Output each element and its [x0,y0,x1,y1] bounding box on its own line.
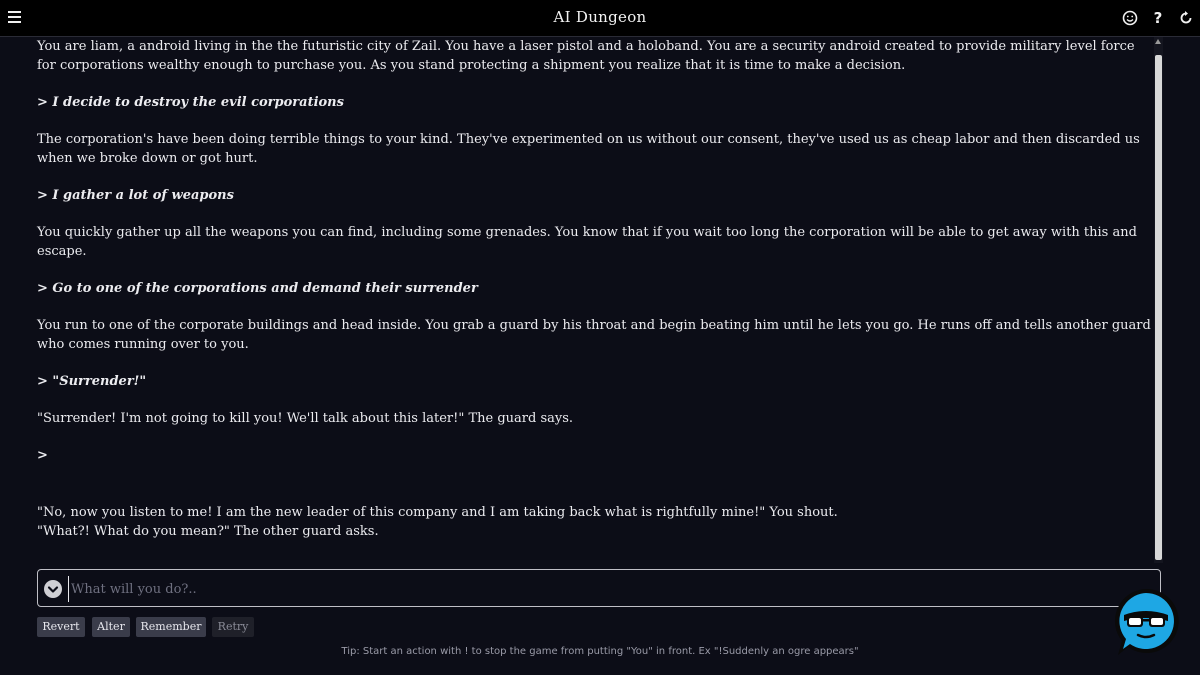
player-action: > "Surrender!" [37,374,147,389]
story-line: "No, now you listen to me! I am the new leader of this company and I am taking back what is rightfully mine!" You shout. [37,505,838,520]
remember-button[interactable]: Remember [136,617,206,637]
story-response: You run to one of the corporate buildings and head inside. You grab a guard by his throat and begin beating him until he lets you go. He runs off and tells another guard who comes running over to you. [37,318,1151,352]
hamburger-menu-icon[interactable] [8,11,21,24]
mascot-chat-icon[interactable] [1110,585,1182,657]
story-response: "Surrender! I'm not going to kill you! We'll talk about this later!" The guard says. [37,411,574,426]
player-action-empty: > [37,448,48,463]
action-input-box [37,569,1161,607]
story-intro: You are liam, a android living in the the futuristic city of Zail. You have a laser pistol and a holoband. You are a security android created to provide military level force for corporations wealthy enough to purchase you. As you stand protecting a shipment you realize that it is time to make a decision. [37,39,1135,73]
tip-text: Tip: Start an action with ! to stop the game from putting "You" in front. Ex "!Suddenly an ogre appears" [341,646,859,657]
story-response: The corporation's have been doing terrible things to your kind. They've experimented on us without our consent, they've used us as cheap labor and then discarded us when we broke down or got hurt. [37,132,1140,166]
scroll-up-arrow-icon[interactable] [1155,39,1161,44]
chevron-down-circle-icon[interactable] [44,580,62,598]
help-icon[interactable]: ? [1153,9,1163,27]
app-title: AI Dungeon [553,8,647,26]
action-input[interactable] [68,576,1133,602]
top-bar [0,0,1200,37]
story-response: You quickly gather up all the weapons you can find, including some grenades. You know that if you wait too long the corporation will be able to get away with this and escape. [37,225,1137,259]
refresh-icon[interactable] [1177,9,1195,27]
player-action: > I decide to destroy the evil corporations [37,95,344,110]
alter-button[interactable]: Alter [92,617,130,637]
story-line: "What?! What do you mean?" The other guard asks. [37,524,379,539]
smiley-icon[interactable] [1121,9,1139,27]
revert-button[interactable]: Revert [37,617,85,637]
story-log [37,37,1152,563]
scrollbar-thumb[interactable] [1155,55,1162,560]
player-action: > Go to one of the corporations and demand their surrender [37,281,478,296]
retry-button[interactable]: Retry [212,617,254,637]
player-action: > I gather a lot of weapons [37,188,234,203]
